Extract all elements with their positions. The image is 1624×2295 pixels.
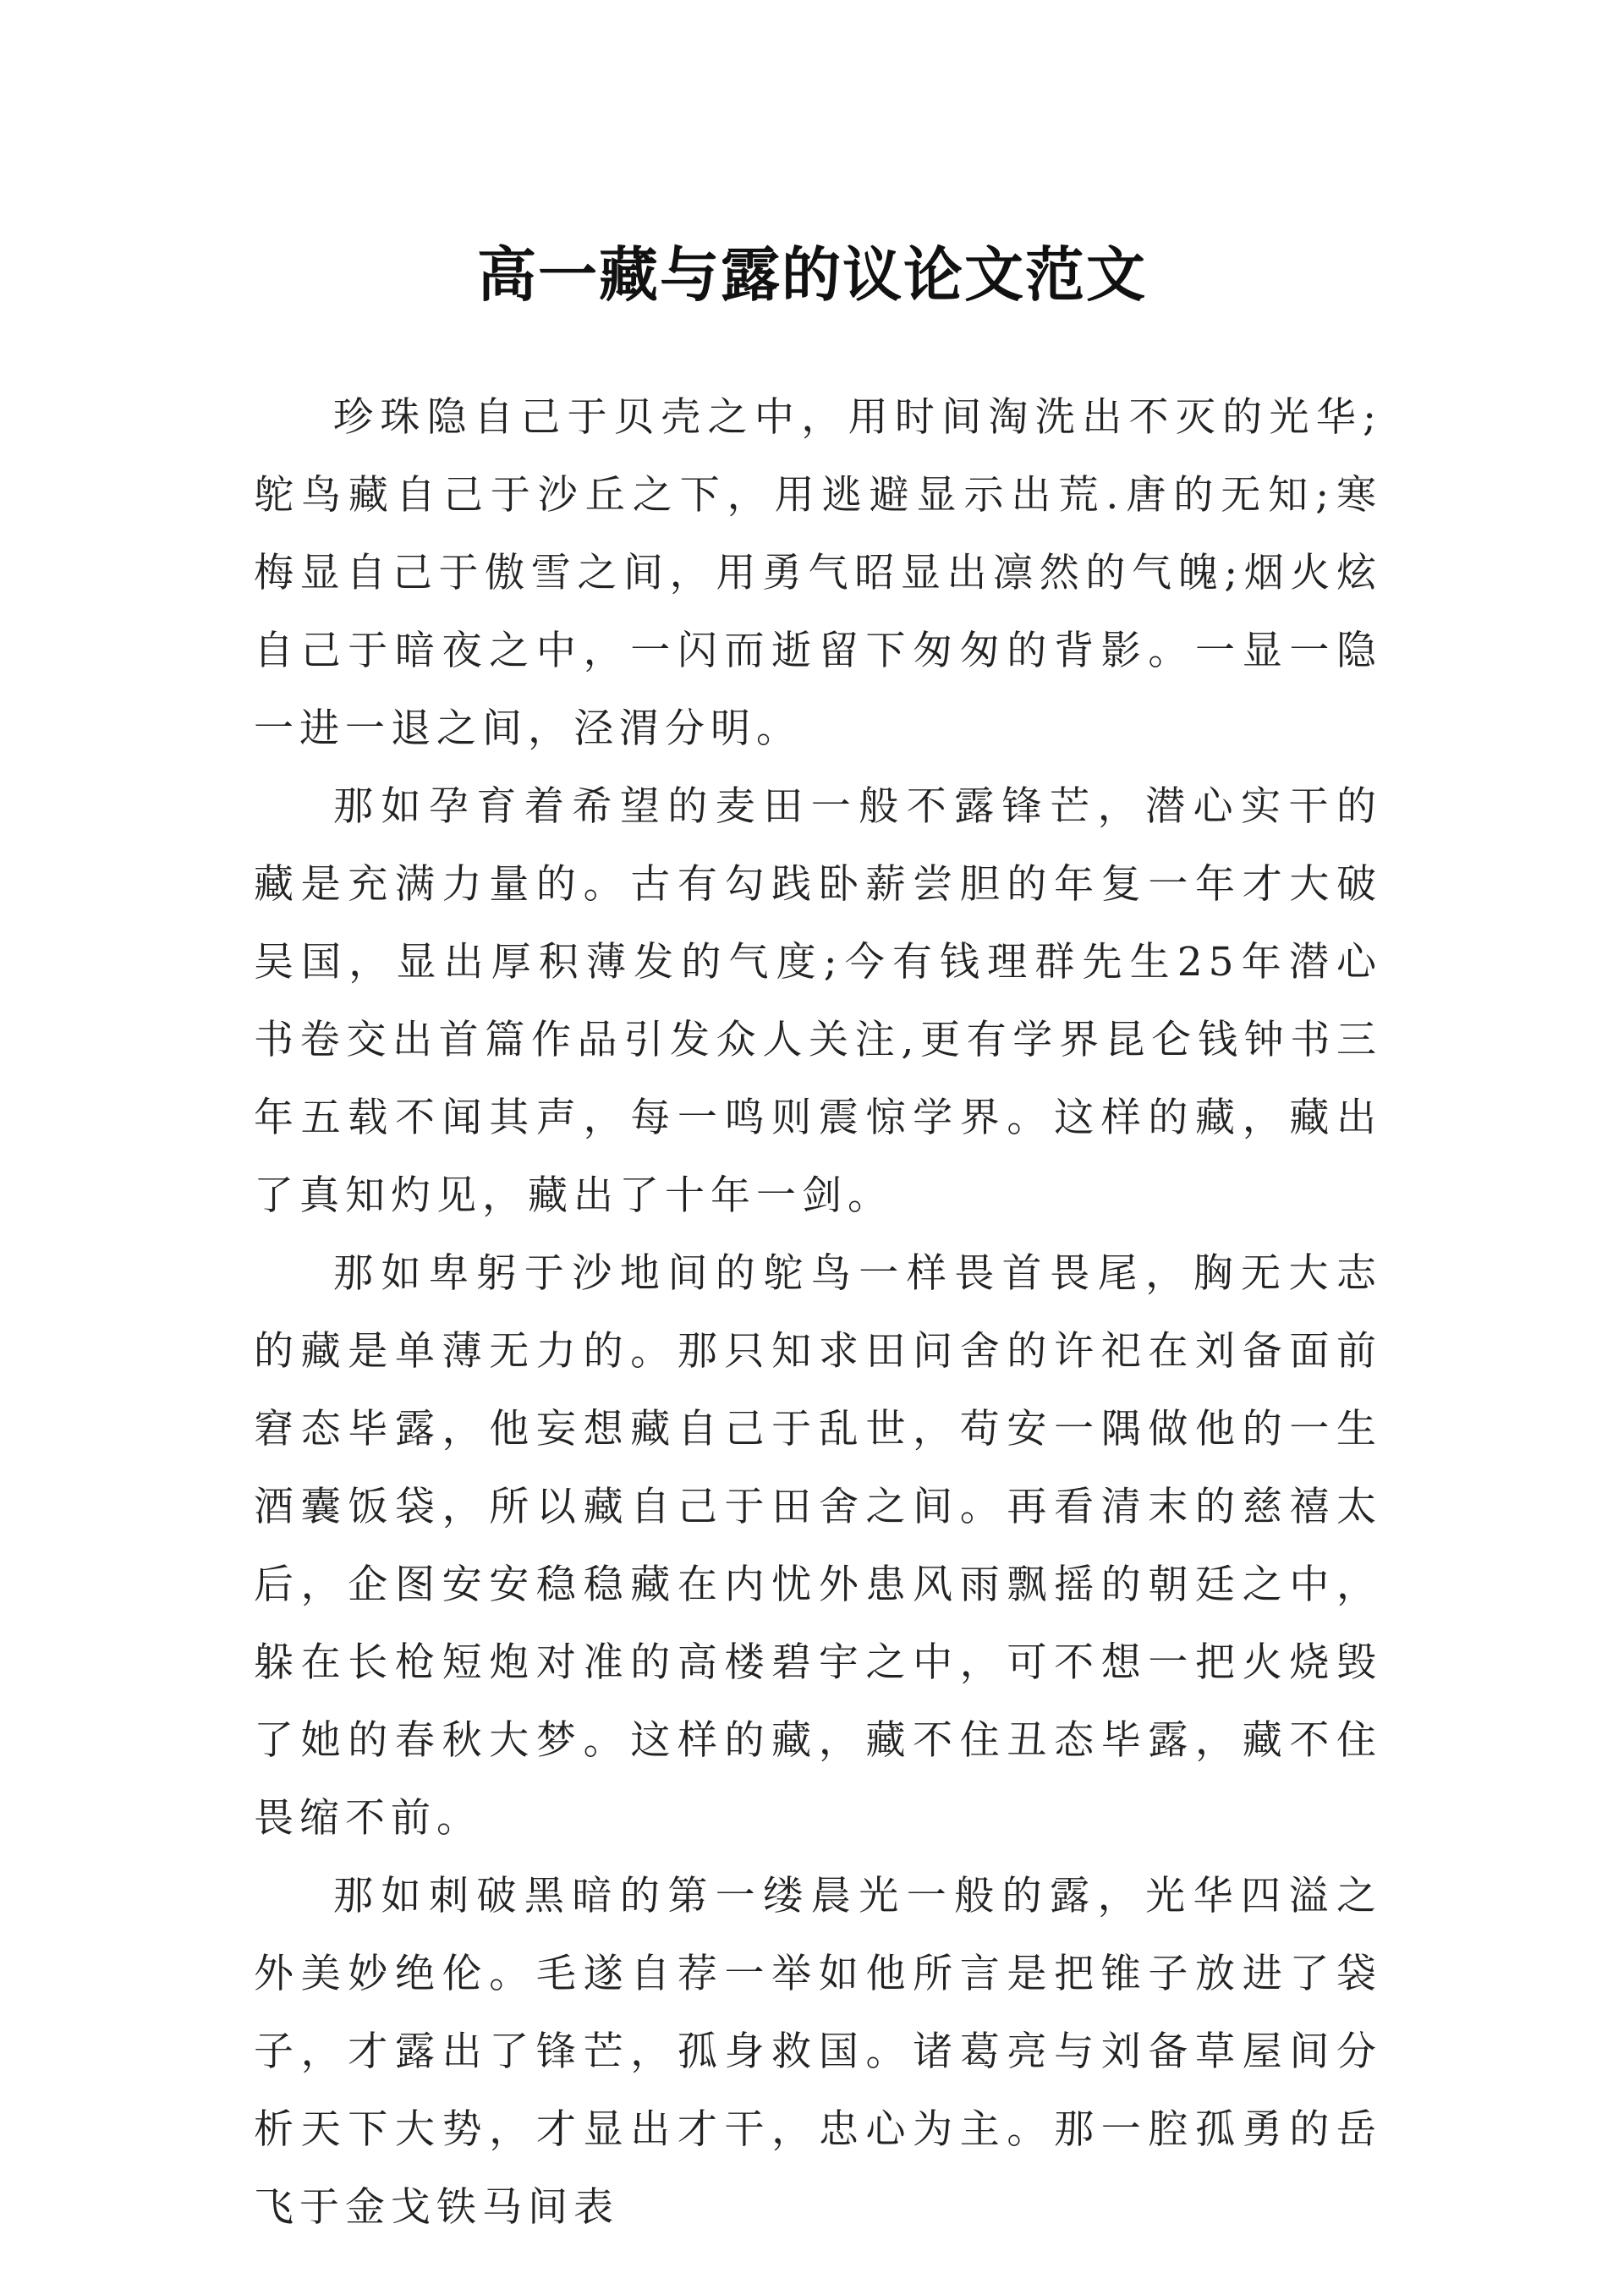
paragraph-4: 那如刺破黑暗的第一缕晨光一般的露，光华四溢之外美妙绝伦。毛遂自荐一举如他所言是把锥子放进了袋子，才露出了锋芒，孤身救国。诸葛亮与刘备草屋间分析天下大势，才显出才干，忠心为主。那一腔孤勇的岳飞于金戈铁马间表 bbox=[254, 1873, 1382, 2231]
paragraph-3: 那如卑躬于沙地间的鸵鸟一样畏首畏尾，胸无大志的藏是单薄无力的。那只知求田问舍的许祀在刘备面前窘态毕露，他妄想藏自己于乱世，苟安一隅做他的一生酒囊饭袋，所以藏自己于田舍之间。再看清末的慈禧太后，企图安安稳稳藏在内忧外患风雨飘摇的朝廷之中，躲在长枪短炮对准的高楼碧宇之中，可不想一把火烧毁了她的春秋大梦。这样的藏，藏不住丑态毕露，藏不住畏缩不前。 bbox=[254, 1250, 1382, 1842]
page-title: 高一藏与露的议论文范文 bbox=[477, 239, 1147, 310]
document-body bbox=[254, 379, 1382, 2247]
paragraph-1: 珍珠隐自己于贝壳之中，用时间淘洗出不灭的光华;鸵鸟藏自己于沙丘之下，用逃避显示出荒.唐的无知;寒梅显自己于傲雪之间，用勇气昭显出凛然的气魄;烟火炫自己于暗夜之中，一闪而逝留下匆匆的背影。一显一隐一进一退之间，泾渭分明。 bbox=[254, 394, 1382, 752]
paragraph-2: 那如孕育着希望的麦田一般不露锋芒，潜心实干的藏是充满力量的。古有勾践卧薪尝胆的年复一年才大破吴国，显出厚积薄发的气度;今有钱理群先生25年潜心书卷交出首篇作品引发众人关注,更有学界昆仑钱钟书三年五载不闻其声，每一鸣则震惊学界。这样的藏，藏出了真知灼见，藏出了十年一剑。 bbox=[254, 783, 1382, 1219]
